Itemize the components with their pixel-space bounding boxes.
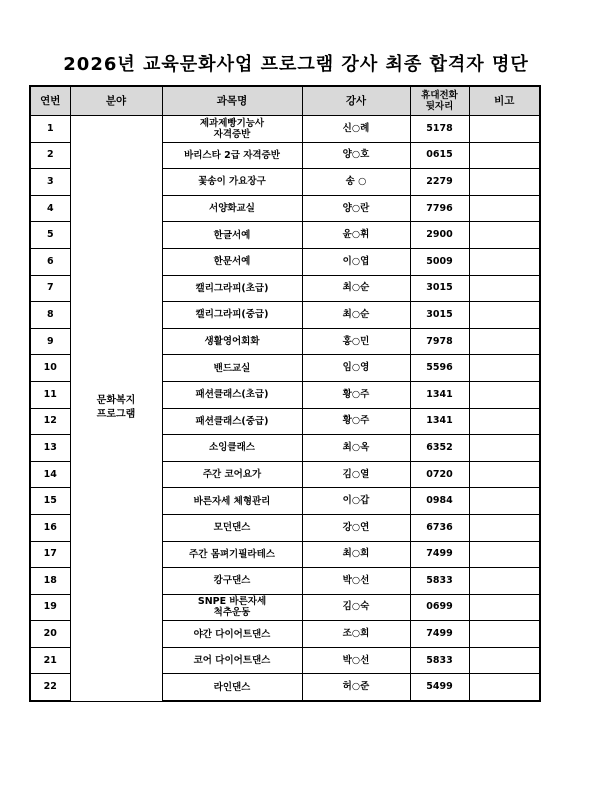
- cell-instructor: 양○란: [302, 195, 410, 222]
- cell-course: [162, 435, 302, 462]
- roster-table: [29, 85, 541, 702]
- course-line: 한문서예: [213, 256, 251, 268]
- course-line: 코어 다이어트댄스: [193, 655, 271, 667]
- cell-no: 1: [30, 116, 70, 143]
- course-line: 주간 코어요가: [202, 469, 262, 481]
- cell-instructor: 황○주: [302, 408, 410, 435]
- cell-remarks: [469, 328, 540, 355]
- field-line1: 문화복지: [96, 395, 136, 407]
- cell-instructor: 박○선: [302, 568, 410, 595]
- cell-remarks: [469, 302, 540, 329]
- cell-field: [70, 116, 162, 702]
- cell-instructor: 최○순: [302, 275, 410, 302]
- cell-remarks: [469, 647, 540, 674]
- cell-course: [162, 461, 302, 488]
- header-no: 연번: [30, 86, 70, 116]
- cell-phone: 7499: [410, 621, 469, 648]
- cell-no: 21: [30, 647, 70, 674]
- cell-remarks: [469, 541, 540, 568]
- cell-remarks: [469, 222, 540, 249]
- cell-instructor: 이○엽: [302, 248, 410, 275]
- cell-instructor: 강○연: [302, 514, 410, 541]
- cell-phone: 0984: [410, 488, 469, 515]
- cell-course: [162, 514, 302, 541]
- cell-phone: 5596: [410, 355, 469, 382]
- cell-no: 14: [30, 461, 70, 488]
- cell-no: 11: [30, 381, 70, 408]
- cell-instructor: 김○숙: [302, 594, 410, 621]
- course-line: 패션클래스(중급): [195, 415, 269, 427]
- page-title: 2026년 교육문화사업 프로그램 강사 최종 합격자 명단: [63, 54, 529, 75]
- course-line: 밴드교실: [213, 362, 251, 374]
- cell-phone: 6736: [410, 514, 469, 541]
- cell-remarks: [469, 355, 540, 382]
- cell-course: [162, 248, 302, 275]
- cell-instructor: 신○례: [302, 116, 410, 143]
- cell-no: 8: [30, 302, 70, 329]
- cell-phone: 7499: [410, 541, 469, 568]
- cell-course: [162, 355, 302, 382]
- cell-remarks: [469, 621, 540, 648]
- header-phone-line1: 휴대전화: [421, 90, 458, 101]
- course-line: SNPE 바른자세: [197, 596, 267, 608]
- cell-no: 19: [30, 594, 70, 621]
- header-field: 분야: [70, 86, 162, 116]
- cell-phone: 7796: [410, 195, 469, 222]
- cell-no: 15: [30, 488, 70, 515]
- course-line: 자격증반: [213, 128, 251, 140]
- cell-no: 2: [30, 142, 70, 169]
- header-course: 과목명: [162, 86, 302, 116]
- cell-remarks: [469, 594, 540, 621]
- cell-phone: 7978: [410, 328, 469, 355]
- cell-no: 4: [30, 195, 70, 222]
- cell-no: 6: [30, 248, 70, 275]
- cell-instructor: 최○희: [302, 541, 410, 568]
- cell-instructor: 최○옥: [302, 435, 410, 462]
- cell-course: [162, 594, 302, 621]
- cell-remarks: [469, 435, 540, 462]
- cell-course: [162, 568, 302, 595]
- cell-phone: 0720: [410, 461, 469, 488]
- course-line: 모던댄스: [213, 522, 251, 534]
- cell-course: [162, 408, 302, 435]
- cell-no: 5: [30, 222, 70, 249]
- cell-remarks: [469, 381, 540, 408]
- cell-course: [162, 275, 302, 302]
- cell-no: 7: [30, 275, 70, 302]
- course-line: 야간 다이어트댄스: [193, 628, 271, 640]
- cell-no: 16: [30, 514, 70, 541]
- course-line: 생활영어회화: [204, 336, 260, 348]
- cell-course: [162, 116, 302, 143]
- cell-instructor: 최○순: [302, 302, 410, 329]
- cell-no: 18: [30, 568, 70, 595]
- cell-course: [162, 541, 302, 568]
- cell-remarks: [469, 461, 540, 488]
- cell-instructor: 임○영: [302, 355, 410, 382]
- course-line: 캘리그라피(초급): [195, 282, 269, 294]
- cell-instructor: 양○호: [302, 142, 410, 169]
- cell-course: [162, 169, 302, 196]
- cell-phone: 5499: [410, 674, 469, 701]
- cell-remarks: [469, 488, 540, 515]
- cell-no: 9: [30, 328, 70, 355]
- field-line2: 프로그램: [96, 409, 136, 421]
- cell-phone: 5009: [410, 248, 469, 275]
- cell-no: 22: [30, 674, 70, 701]
- course-line: 바른자세 체형관리: [193, 495, 271, 507]
- course-line: 패션클래스(초급): [195, 389, 269, 401]
- cell-instructor: 송 ○: [302, 169, 410, 196]
- cell-phone: 2279: [410, 169, 469, 196]
- cell-no: 10: [30, 355, 70, 382]
- course-line: 척추운동: [213, 607, 251, 619]
- cell-instructor: 이○갑: [302, 488, 410, 515]
- cell-phone: 3015: [410, 275, 469, 302]
- cell-phone: 5833: [410, 568, 469, 595]
- cell-instructor: 박○선: [302, 647, 410, 674]
- cell-course: [162, 142, 302, 169]
- course-line: 바리스타 2급 자격증반: [184, 149, 280, 161]
- cell-no: 17: [30, 541, 70, 568]
- course-line: 소잉클래스: [209, 442, 255, 454]
- cell-instructor: 홍○민: [302, 328, 410, 355]
- cell-instructor: 조○희: [302, 621, 410, 648]
- header-instructor: 강사: [302, 86, 410, 116]
- cell-phone: 1341: [410, 381, 469, 408]
- cell-course: [162, 488, 302, 515]
- course-line: 꽃송이 가요장구: [198, 176, 266, 188]
- cell-course: [162, 647, 302, 674]
- cell-instructor: 허○준: [302, 674, 410, 701]
- header-phone-line2: 뒷자리: [425, 101, 454, 112]
- cell-instructor: 윤○휘: [302, 222, 410, 249]
- cell-remarks: [469, 195, 540, 222]
- cell-instructor: 김○열: [302, 461, 410, 488]
- cell-remarks: [469, 408, 540, 435]
- header-remarks: 비고: [469, 86, 540, 116]
- course-line: 주간 몸펴기필라테스: [189, 548, 275, 560]
- course-line: 캉구댄스: [213, 575, 251, 587]
- cell-no: 20: [30, 621, 70, 648]
- cell-remarks: [469, 275, 540, 302]
- cell-phone: 0615: [410, 142, 469, 169]
- cell-course: [162, 195, 302, 222]
- cell-instructor: 황○주: [302, 381, 410, 408]
- cell-course: [162, 328, 302, 355]
- cell-remarks: [469, 248, 540, 275]
- cell-course: [162, 302, 302, 329]
- cell-no: 12: [30, 408, 70, 435]
- cell-no: 13: [30, 435, 70, 462]
- cell-course: [162, 222, 302, 249]
- course-line: 제과제빵기능사: [199, 117, 265, 129]
- cell-remarks: [469, 116, 540, 143]
- cell-phone: 5178: [410, 116, 469, 143]
- cell-phone: 6352: [410, 435, 469, 462]
- header-phone: [410, 86, 469, 116]
- course-line: 서양화교실: [209, 203, 255, 215]
- cell-no: 3: [30, 169, 70, 196]
- cell-remarks: [469, 169, 540, 196]
- course-line: 캘리그라피(중급): [195, 309, 269, 321]
- cell-course: [162, 674, 302, 701]
- cell-phone: 0699: [410, 594, 469, 621]
- cell-phone: 2900: [410, 222, 469, 249]
- course-line: 한글서예: [213, 229, 251, 241]
- cell-remarks: [469, 514, 540, 541]
- cell-phone: 3015: [410, 302, 469, 329]
- cell-remarks: [469, 674, 540, 701]
- table-row: [30, 116, 540, 143]
- cell-phone: 5833: [410, 647, 469, 674]
- cell-course: [162, 381, 302, 408]
- cell-phone: 1341: [410, 408, 469, 435]
- cell-course: [162, 621, 302, 648]
- cell-remarks: [469, 142, 540, 169]
- cell-remarks: [469, 568, 540, 595]
- table-header-row: [30, 86, 540, 116]
- course-line: 라인댄스: [213, 681, 251, 693]
